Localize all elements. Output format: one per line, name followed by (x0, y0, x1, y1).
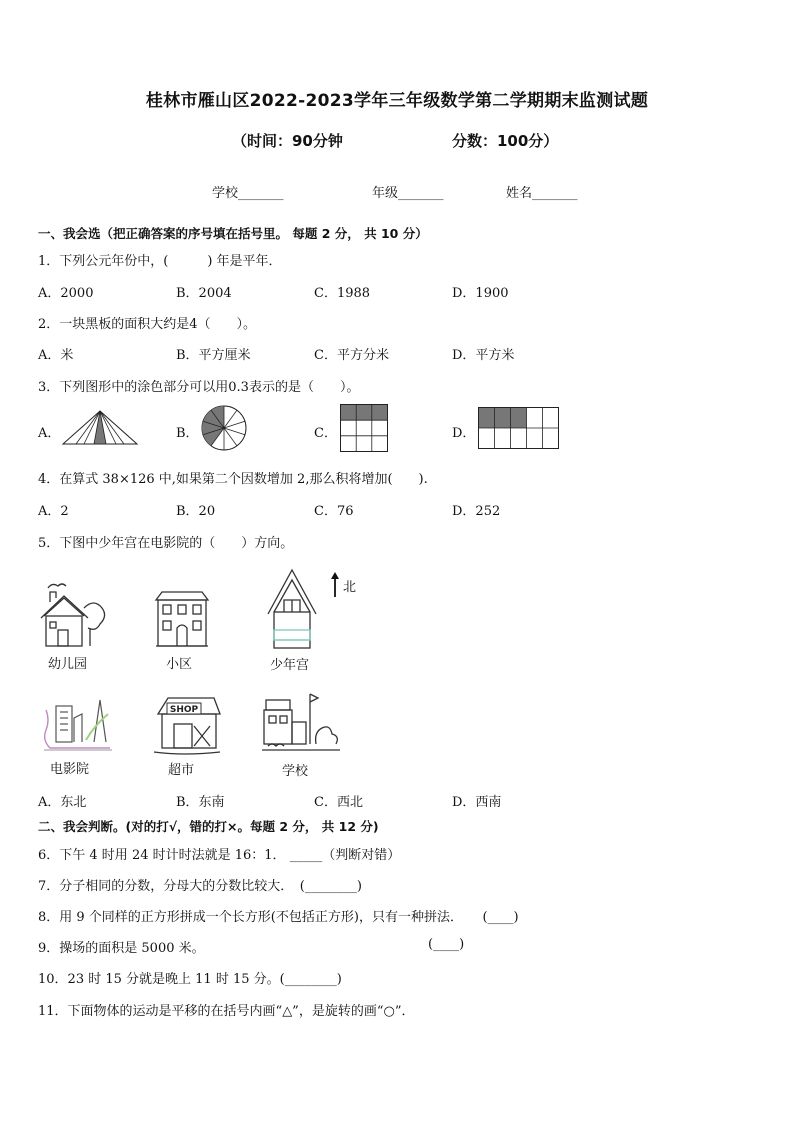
north-label: 北 (343, 580, 357, 595)
q2-option-a: A．米 (38, 348, 74, 363)
page-title: 桂林市雁山区2022-2023学年三年级数学第二学期期末监测试题 (145, 91, 649, 111)
q3-option-c: C． (314, 426, 337, 441)
q5-option-d: D．西南 (452, 795, 502, 810)
q4-option-a: A．2 (38, 504, 69, 519)
section1-heading: 一、我会选（把正确答案的序号填在括号里。 每题 2 分， 共 10 分） (38, 226, 428, 241)
question-3: 3．下列图形中的涂色部分可以用0.3表示的是（ ）。 (38, 380, 360, 395)
question-2: 2．一块黑板的面积大约是4（ ）。 (38, 317, 257, 332)
section2-heading: 二、我会判断。(对的打√，错的打×。每题 2 分， 共 12 分) (38, 819, 379, 834)
q3-option-b: B． (176, 426, 199, 441)
question-4: 4．在算式 38×126 中,如果第二个因数增加 2,那么积将增加( ). (38, 472, 428, 487)
q2-option-d: D．平方米 (452, 348, 515, 363)
north-arrow-icon (330, 572, 340, 598)
place-label-cinema: 电影院 (50, 762, 90, 777)
q2-option-b: B．平方厘米 (176, 348, 251, 363)
grid-5x2-figure-icon (478, 407, 560, 449)
place-label-youth-palace: 少年宫 (270, 658, 310, 673)
q3-option-a: A． (38, 426, 61, 441)
q1-option-c: C．1988 (314, 286, 371, 301)
grade-field: 年级_______ (372, 186, 444, 201)
q1-option-d: D．1900 (452, 286, 509, 301)
q3-option-d: D． (452, 426, 476, 441)
q2-option-c: C．平方分米 (314, 348, 389, 363)
question-8: 8．用 9 个同样的正方形拼成一个长方形(不包括正方形)，只有一种拼法． (____) (38, 910, 519, 925)
question-7: 7．分子相同的分数，分母大的分数比较大． (________) (38, 879, 362, 894)
question-11: 11．下面物体的运动是平移的在括号内画“△”，是旋转的画“○”． (38, 1004, 415, 1019)
name-field: 姓名_______ (506, 186, 578, 201)
triangle-figure-icon (62, 410, 138, 446)
cinema-icon (40, 696, 114, 754)
q5-option-a: A．东北 (38, 795, 87, 810)
grid-3x3-figure-icon (340, 404, 388, 452)
question-9: 9．操场的面积是 5000 米。 (38, 941, 205, 956)
school-field: 学校_______ (212, 186, 284, 201)
youth-palace-icon (264, 568, 320, 652)
q5-option-c: C．西北 (314, 795, 363, 810)
q5-option-b: B．东南 (176, 795, 225, 810)
question-9-blank: (____) (428, 937, 465, 952)
exam-score: 分数：100分） (452, 132, 559, 150)
question-10: 10．23 时 15 分就是晚上 11 时 15 分。(________) (38, 972, 342, 987)
residential-building-icon (154, 590, 210, 648)
place-label-school: 学校 (282, 764, 309, 779)
pie-figure-icon (200, 404, 248, 452)
kindergarten-icon (36, 580, 106, 650)
school-icon (260, 692, 344, 758)
q4-option-d: D．252 (452, 504, 501, 519)
place-label-residential: 小区 (166, 657, 193, 672)
question-6: 6．下午 4 时用 24 时计时法就是 16：1． _____（判断对错） (38, 848, 401, 863)
q1-option-b: B．2004 (176, 286, 232, 301)
shop-sign: SHOP (169, 705, 199, 715)
place-label-supermarket: 超市 (168, 763, 195, 778)
q4-option-b: B．20 (176, 504, 216, 519)
question-1: 1．下列公元年份中，( ) 年是平年． (38, 254, 282, 269)
q4-option-c: C．76 (314, 504, 354, 519)
supermarket-icon (150, 694, 222, 756)
question-5: 5．下图中少年宫在电影院的（ ）方向。 (38, 536, 294, 551)
q1-option-a: A．2000 (38, 286, 94, 301)
place-label-kindergarten: 幼儿园 (48, 657, 88, 672)
exam-time: （时间：90分钟 (232, 132, 343, 150)
